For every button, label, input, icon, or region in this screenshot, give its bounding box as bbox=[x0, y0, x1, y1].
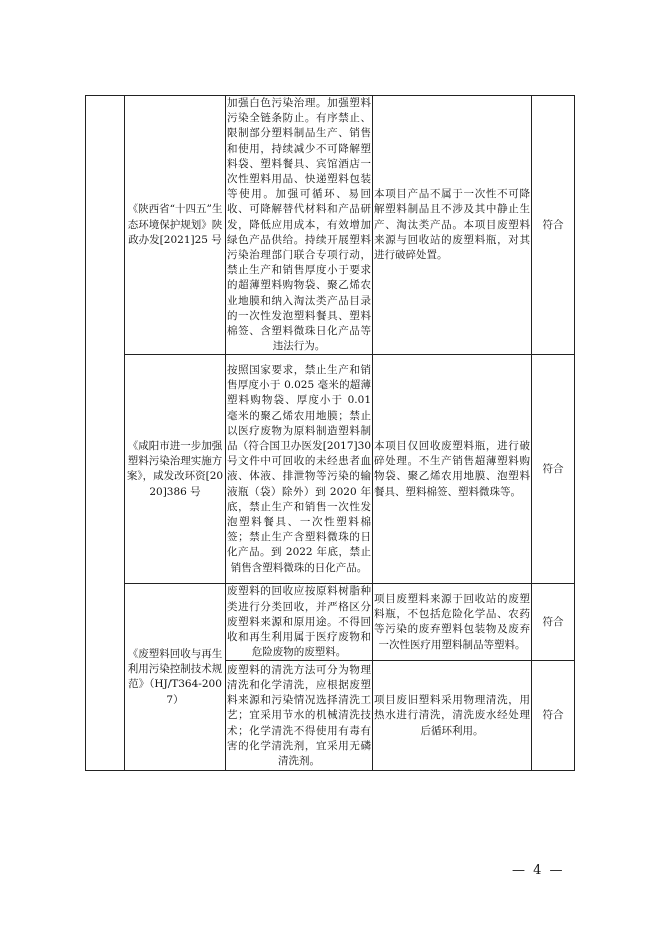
project-cell bbox=[373, 96, 532, 355]
requirement-text: 按照国家要求，禁止生产和销售厚度小于 0.025 毫米的超薄塑料购物袋、厚度小于 0.01 毫米的聚乙烯农用地膜；禁止以医疗废物为原料制造塑料制品（符合国卫办医发[2017]30 号文件中可回收的未经患者血液、体液、排泄物等污染的输液瓶（袋）除外）到 2020 年底，禁止生产和销售一次性发泡塑料餐具、一次性塑料棉签；禁止生产含塑料微珠的日化产品。到 2022 年底，禁止销售含塑料微珠的日化产品。 bbox=[227, 364, 371, 574]
project-text: 项目废旧塑料采用物理清洗，用热水进行清洗，清洗废水经处理后循环利用。 bbox=[374, 694, 530, 737]
requirement-cell bbox=[226, 96, 373, 355]
policy-compliance-table bbox=[85, 95, 575, 771]
table-row bbox=[86, 355, 575, 584]
project-cell bbox=[373, 355, 532, 584]
project-text: 项目废塑料来源于回收站的废塑料瓶，不包括危险化学品、农药等污染的废弃塑料包装物及废弃一次性医疗用塑料制品等塑料。 bbox=[374, 593, 530, 651]
result-cell: 符合 bbox=[532, 96, 575, 355]
project-text: 本项目产品不属于一次性不可降解塑料制品且不涉及其中静止生产、淘汰类产品。本项目废塑料来源与回收站的废塑料瓶，对其进行破碎处置。 bbox=[374, 188, 530, 262]
document-cell: 《废塑料回收与再生利用污染控制技术规范》（HJ/T364-2007） bbox=[125, 584, 226, 771]
requirement-text: 加强白色污染治理。加强塑料污染全链条防止。有序禁止、限制部分塑料制品生产、销售和使用，持续减少不可降解塑料袋、塑料餐具、宾馆酒店一次性塑料用品、快递塑料包装等使用。加强可循环、易回收、可降解替代材料和产品研发，降低应用成本，有效增加绿色产品供给。持续开展塑料污染治理部门联合专项行动，禁止生产和销售厚度小于要求的超薄塑料购物袋、聚乙烯农业地膜和纳入淘汰类产品目录的一次性发泡塑料餐具、塑料棉签、含塑料微珠日化产品等违法行为。 bbox=[227, 97, 371, 353]
document-cell: 《咸阳市进一步加强塑料污染治理实施方案》，咸发改环资[2020]386 号 bbox=[125, 355, 226, 584]
result-cell: 符合 bbox=[532, 584, 575, 661]
page-number: — 4 — bbox=[512, 863, 565, 878]
project-text: 本项目仅回收废塑料瓶，进行破碎处理。不生产销售超薄塑料购物袋、聚乙烯农用地膜、泡塑料餐具、塑料棉签、塑料微珠等。 bbox=[374, 440, 530, 498]
project-cell bbox=[373, 661, 532, 771]
result-cell: 符合 bbox=[532, 661, 575, 771]
table-row bbox=[86, 96, 575, 355]
requirement-cell bbox=[226, 661, 373, 771]
document-cell: 《陕西省“十四五”生态环境保护规划》陕政办发[2021]25 号 bbox=[125, 96, 226, 355]
category-cell bbox=[86, 96, 125, 771]
table-row bbox=[86, 584, 575, 661]
requirement-text: 废塑料的清洗方法可分为物理清洗和化学清洗，应根据废塑料来源和污染情况选择清洗工艺；宜采用节水的机械清洗技术；化学清洗不得使用有毒有害的化学清洗剂，宜采用无磷清洗剂。 bbox=[227, 663, 371, 767]
requirement-text: 废塑料的回收应按原料树脂种类进行分类回收，并严格区分废塑料来源和原用途。不得回收和再生利用属于医疗废物和危险废物的废塑料。 bbox=[227, 585, 371, 659]
requirement-cell bbox=[226, 355, 373, 584]
project-cell bbox=[373, 584, 532, 661]
result-cell: 符合 bbox=[532, 355, 575, 584]
requirement-cell bbox=[226, 584, 373, 661]
